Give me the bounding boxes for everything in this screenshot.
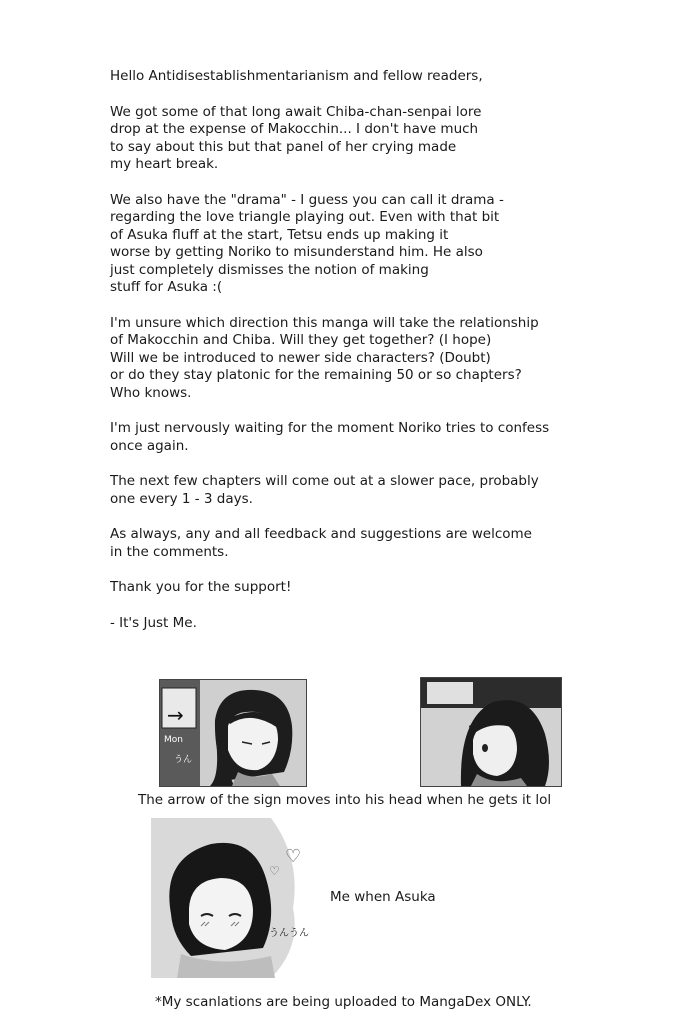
manga-panel-look (420, 677, 562, 787)
paragraph-schedule: The next few chapters will come out at a slower pace, probably one every 1 - 3 days. (110, 473, 539, 507)
sound-effect-left: うん (174, 755, 193, 765)
paragraph-feedback: As always, any and all feedback and suggestions are welcome in the comments. (110, 526, 532, 560)
heart-icon: ♡ (285, 846, 302, 867)
manga-panel-sign (159, 679, 307, 787)
translator-note (110, 68, 610, 650)
heart-icon: ♡ (269, 864, 280, 878)
signature: - It's Just Me. (110, 614, 197, 631)
paragraph-lore: We got some of that long await Chiba-chan-senpai lore drop at the expense of Makocchin... I don't have much to say about this but that panel of her crying made my heart break. (110, 103, 482, 172)
paragraph-confess: I'm just nervously waiting for the moment Noriko tries to confess once again. (110, 420, 550, 454)
asuka-caption: Me when Asuka (330, 889, 436, 905)
paragraph-drama: We also have the "drama" - I guess you can call it drama - regarding the love triangle playing out. Even with that bit of Asuka fluff at the start, Tetsu ends up making it worse by getting Noriko to misunderstand him. He also just completely dismisses the notion of making stuff for Asuka :( (110, 191, 504, 295)
paragraph-relationship: I'm unsure which direction this manga will take the relationship of Makocchin and Chiba. Will they get together? (I hope) Will we be introduced to newer side characters? (Doubt) or do they stay platonic for the remaining 50 or so chapters? Who knows. (110, 314, 539, 401)
manga-panel-blush (151, 818, 309, 978)
sound-effect-right: うんうん (269, 928, 309, 939)
arrow-caption: The arrow of the sign moves into his head when he gets it lol (138, 792, 552, 808)
sign-word: Mon (164, 735, 183, 745)
paragraph-thanks: Thank you for the support! (110, 579, 292, 595)
sign-arrow: → (167, 703, 184, 727)
greeting: Hello Antidisestablishmentarianism and fellow readers, (110, 68, 483, 84)
footer-note: *My scanlations are being uploaded to MangaDex ONLY. (155, 994, 532, 1010)
